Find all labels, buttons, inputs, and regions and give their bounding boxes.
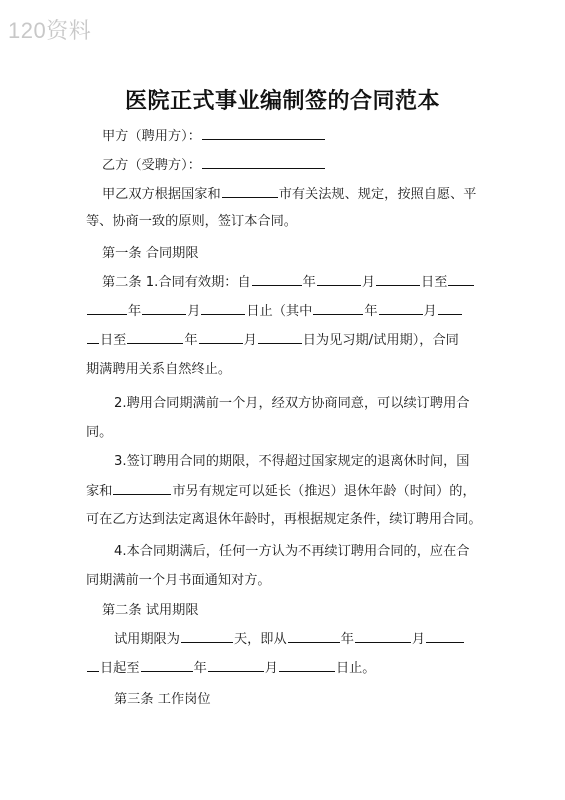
probation-day-blank-b[interactable] — [87, 330, 99, 344]
paragraph-3-line-2: 家和 市另有规定可以延长（推迟）退休年龄（时间）的， — [86, 481, 480, 502]
trial-start-day-blank-a[interactable] — [426, 629, 464, 643]
trial-end-month-blank[interactable] — [208, 658, 264, 672]
start-day-blank[interactable] — [376, 272, 420, 286]
party-a-blank[interactable] — [202, 126, 325, 140]
trial-line-2: 日起至 年 月 日止。 — [86, 658, 480, 679]
trial-end-day-blank[interactable] — [279, 658, 335, 672]
paragraph-1-line-2: 等、协商一致的原则，签订本合同。 — [86, 214, 297, 229]
probation-end-month-blank[interactable] — [199, 330, 243, 344]
probation-month-blank[interactable] — [379, 301, 423, 315]
end-month-blank[interactable] — [142, 301, 186, 315]
end-day-blank[interactable] — [201, 301, 245, 315]
paragraph-2-line-2: 同。 — [86, 425, 113, 440]
party-a-line — [102, 126, 496, 147]
trial-days-blank[interactable] — [181, 629, 233, 643]
party-a-label: 甲方（聘用方）： — [102, 129, 201, 144]
trial-line-1: 试用期限为 天，即从 年 月 — [114, 629, 508, 650]
paragraph-4-line-1: 4.本合同期满后，任何一方认为不再续订聘用合同的，应在合 — [114, 544, 470, 559]
end-year-blank-a[interactable] — [448, 272, 474, 286]
paragraph-2-line-1: 2.聘用合同期满前一个月，经双方协商同意，可以续订聘用合 — [114, 396, 470, 411]
probation-end-day-blank[interactable] — [258, 330, 302, 344]
party-b-blank[interactable] — [202, 155, 325, 169]
article-2b-heading: 第二条 试用期限 — [102, 603, 199, 618]
start-month-blank[interactable] — [317, 272, 361, 286]
probation-end-year-blank[interactable] — [127, 330, 183, 344]
article-3-heading: 第三条 工作岗位 — [114, 692, 211, 707]
paragraph-1-line-1: 甲乙双方根据国家和 市有关法规、规定，按照自愿、平 — [102, 184, 496, 205]
article-2-line-1: 第二条 1.合同有效期：自 年 月 日至 — [102, 272, 496, 293]
document-title: 医院正式事业编制签的合同范本 — [124, 89, 440, 114]
party-b-line — [102, 155, 496, 176]
probation-year-blank[interactable] — [313, 301, 363, 315]
paragraph-3-line-3: 可在乙方达到法定离退休年龄时，再根据规定条件，续订聘用合同。 — [86, 512, 482, 527]
end-year-blank-b[interactable] — [87, 301, 127, 315]
probation-day-blank-a[interactable] — [438, 301, 462, 315]
trial-start-day-blank-b[interactable] — [87, 658, 99, 672]
paragraph-3-line-1: 3.签订聘用合同的期限，不得超过国家规定的退离休时间，国 — [114, 454, 470, 469]
trial-end-year-blank[interactable] — [141, 658, 193, 672]
start-year-blank[interactable] — [252, 272, 302, 286]
city-blank[interactable] — [222, 184, 278, 198]
article-1-heading: 第一条 合同期限 — [102, 246, 199, 261]
party-b-label: 乙方（受聘方）： — [102, 158, 201, 173]
trial-start-year-blank[interactable] — [288, 629, 340, 643]
trial-start-month-blank[interactable] — [355, 629, 411, 643]
article-2-line-4: 期满聘用关系自然终止。 — [86, 362, 232, 377]
city-blank-2[interactable] — [113, 481, 171, 495]
article-2-line-3: 日至 年 月 日为见习期/试用期），合同 — [86, 330, 480, 351]
paragraph-4-line-2: 同期满前一个月书面通知对方。 — [86, 573, 271, 588]
article-2-line-2: 年 月 日止（其中 年 月 — [86, 301, 480, 322]
watermark: 120资料 — [8, 18, 92, 43]
